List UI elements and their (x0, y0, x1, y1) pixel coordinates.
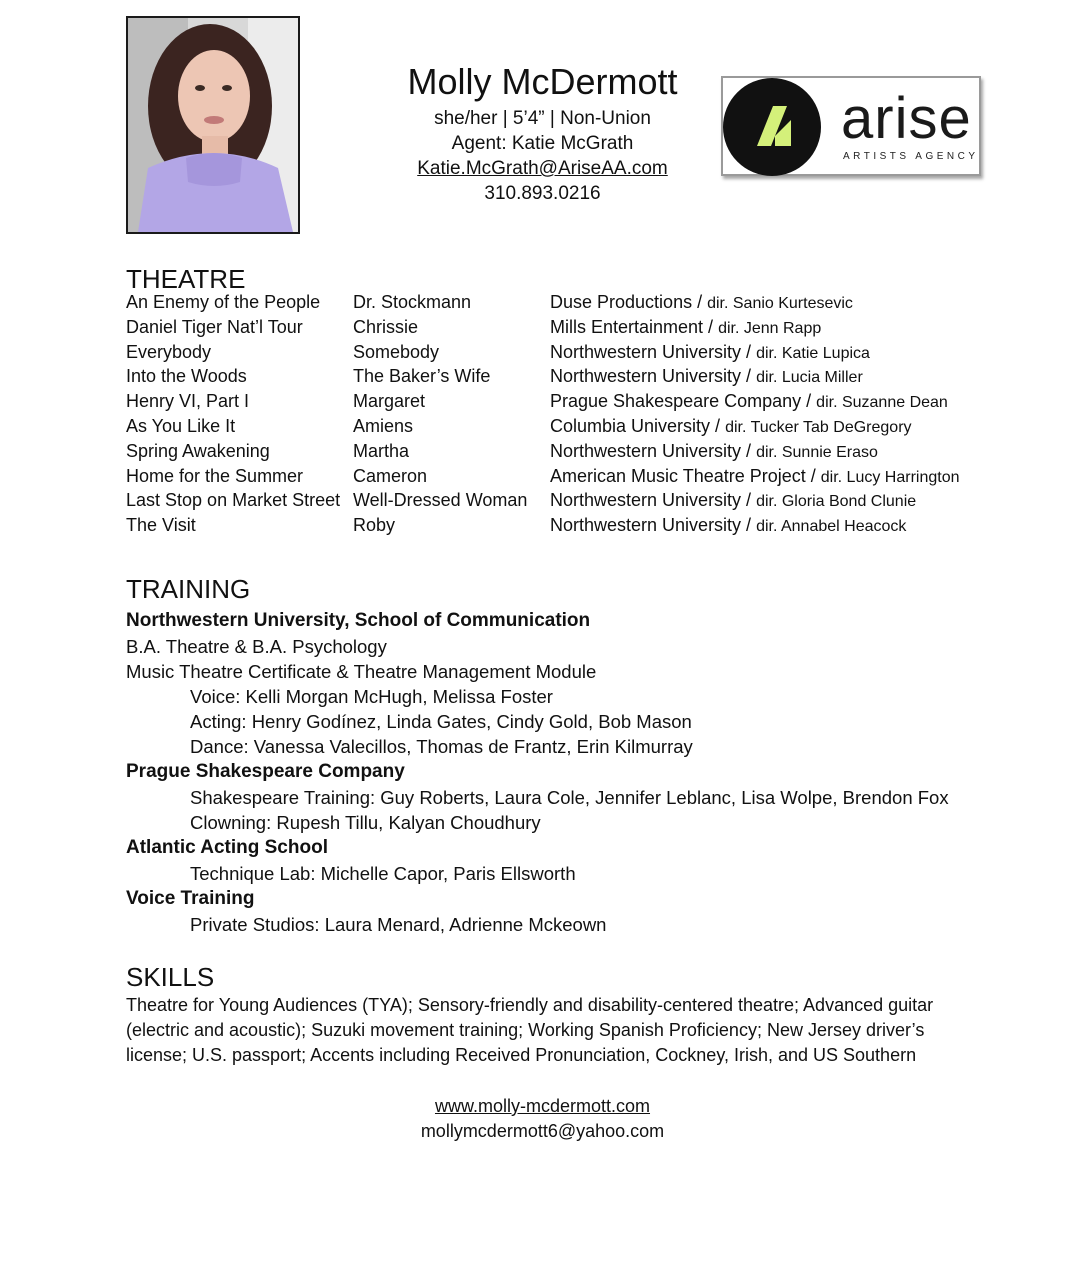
headshot-photo (126, 16, 300, 234)
logo-subtitle: ARTISTS AGENCY (843, 151, 979, 162)
credit-company: Northwestern University / (550, 515, 757, 536)
credit-company-cell (550, 414, 912, 441)
theatre-credit-row (126, 439, 1026, 464)
theatre-credit-row (126, 364, 1026, 389)
agent-phone: 310.893.0216 (484, 183, 601, 204)
credit-role: Martha (353, 440, 410, 461)
credit-company: Columbia University / (550, 415, 726, 436)
credit-company-cell (550, 439, 878, 466)
theatre-credit-row (126, 488, 1026, 513)
skills-text: Theatre for Young Audiences (TYA); Sensory-friendly and disability-centered theatre; Advanced guitar (electric and acoustic); Suzuki movement training; Working Spanish Proficiency; New Jersey driver’s license; U.S. passport; Accents including Received Pronunciation, Cockney, Irish, and US Southern (126, 995, 934, 1065)
credit-show: Into the Woods (126, 366, 247, 387)
credit-director: dir. Suzanne Dean (816, 394, 948, 412)
credit-director: dir. Lucia Miller (756, 369, 863, 387)
credit-company: Duse Productions / (550, 292, 708, 312)
credit-role: Amiens (353, 415, 414, 436)
training-detail: Acting: Henry Godínez, Linda Gates, Cindy Gold, Bob Mason (190, 711, 692, 732)
credit-role: Margaret (353, 391, 426, 412)
credit-director: dir. Jenn Rapp (718, 319, 822, 337)
website-link[interactable]: www.molly-mcdermott.com (434, 1096, 651, 1116)
theatre-heading: THEATRE (126, 264, 246, 294)
credit-director: dir. Lucy Harrington (820, 468, 960, 486)
training-detail: Clowning: Rupesh Tillu, Kalyan Choudhury (190, 812, 541, 833)
credit-company-cell (550, 464, 960, 491)
credit-show: Everybody (126, 341, 212, 362)
theatre-credits-list (126, 290, 1026, 538)
resume-footer (380, 1094, 705, 1144)
theatre-credit-row (126, 290, 1026, 315)
credit-company: Prague Shakespeare Company / (550, 391, 817, 412)
training-detail: Private Studios: Laura Menard, Adrienne Mckeown (190, 914, 607, 935)
credit-show: An Enemy of the People (126, 292, 321, 312)
skills-heading: SKILLS (126, 962, 215, 992)
credit-director: dir. Annabel Heacock (756, 518, 907, 536)
credit-role: Cameron (353, 465, 428, 486)
credit-company-cell (550, 488, 916, 515)
credit-company: Northwestern University / (550, 366, 757, 387)
credit-company-cell (550, 290, 853, 317)
credit-show: Daniel Tiger Nat’l Tour (126, 316, 303, 337)
credit-company-cell (550, 513, 906, 540)
credit-show: Last Stop on Market Street (126, 490, 341, 511)
credit-show: Home for the Summer (126, 465, 304, 486)
theatre-credit-row (126, 464, 1026, 489)
credit-role: The Baker’s Wife (353, 366, 491, 387)
training-detail: Shakespeare Training: Guy Roberts, Laura Cole, Jennifer Leblanc, Lisa Wolpe, Brendon Fox (190, 787, 949, 808)
training-institution: Northwestern University, School of Communication (126, 610, 591, 631)
credit-director: dir. Tucker Tab DeGregory (725, 418, 912, 436)
credit-company: Mills Entertainment / (550, 316, 719, 337)
theatre-credit-row (126, 315, 1026, 340)
theatre-credit-row (126, 389, 1026, 414)
training-institution: Atlantic Acting School (126, 837, 328, 858)
credit-company-cell (550, 389, 948, 416)
training-detail: Dance: Vanessa Valecillos, Thomas de Frantz, Erin Kilmurray (190, 736, 693, 757)
training-detail: Music Theatre Certificate & Theatre Management Module (126, 661, 597, 682)
logo-mark (723, 78, 821, 176)
credit-director: dir. Sanio Kurtesevic (707, 295, 853, 312)
credit-show: Henry VI, Part I (126, 391, 250, 412)
training-heading: TRAINING (126, 574, 251, 604)
training-detail: B.A. Theatre & B.A. Psychology (126, 636, 387, 657)
agent-name: Agent: Katie McGrath (451, 133, 634, 154)
theatre-credit-row (126, 414, 1026, 439)
training-detail: Technique Lab: Michelle Capor, Paris Ellsworth (190, 863, 576, 884)
portrait-image (128, 18, 298, 232)
credit-show: As You Like It (126, 415, 236, 436)
credit-director: dir. Sunnie Eraso (756, 443, 878, 461)
logo-wordmark: arise (841, 86, 972, 151)
agency-logo (721, 76, 981, 176)
logo-a-icon (723, 78, 821, 176)
training-institution: Voice Training (126, 888, 255, 909)
actor-stats: she/her | 5’4” | Non-Union (434, 108, 651, 129)
credit-show: Spring Awakening (126, 440, 270, 461)
training-list (126, 608, 1026, 937)
credit-director: dir. Gloria Bond Clunie (756, 493, 917, 511)
theatre-credit-row (126, 340, 1026, 365)
credit-show: The Visit (126, 515, 196, 536)
credit-company: Northwestern University / (550, 440, 757, 461)
credit-role: Somebody (353, 341, 440, 362)
credit-company: American Music Theatre Project / (550, 465, 821, 486)
theatre-credit-row (126, 513, 1026, 538)
credit-company-cell (550, 340, 870, 367)
credit-role: Dr. Stockmann (353, 292, 472, 312)
personal-email: mollymcdermott6@yahoo.com (420, 1121, 665, 1141)
credit-role: Well-Dressed Woman (353, 490, 528, 511)
credit-company-cell (550, 315, 821, 342)
credit-company: Northwestern University / (550, 341, 757, 362)
credit-director: dir. Katie Lupica (756, 344, 870, 362)
training-institution: Prague Shakespeare Company (126, 761, 405, 782)
credit-company: Northwestern University / (550, 490, 757, 511)
agent-email-link[interactable]: Katie.McGrath@AriseAA.com (417, 158, 668, 179)
credit-company-cell (550, 364, 863, 391)
training-detail: Voice: Kelli Morgan McHugh, Melissa Foster (190, 686, 553, 707)
credit-role: Chrissie (353, 316, 419, 337)
actor-name: Molly McDermott (407, 61, 678, 102)
credit-role: Roby (353, 515, 396, 536)
resume-header (380, 58, 705, 206)
